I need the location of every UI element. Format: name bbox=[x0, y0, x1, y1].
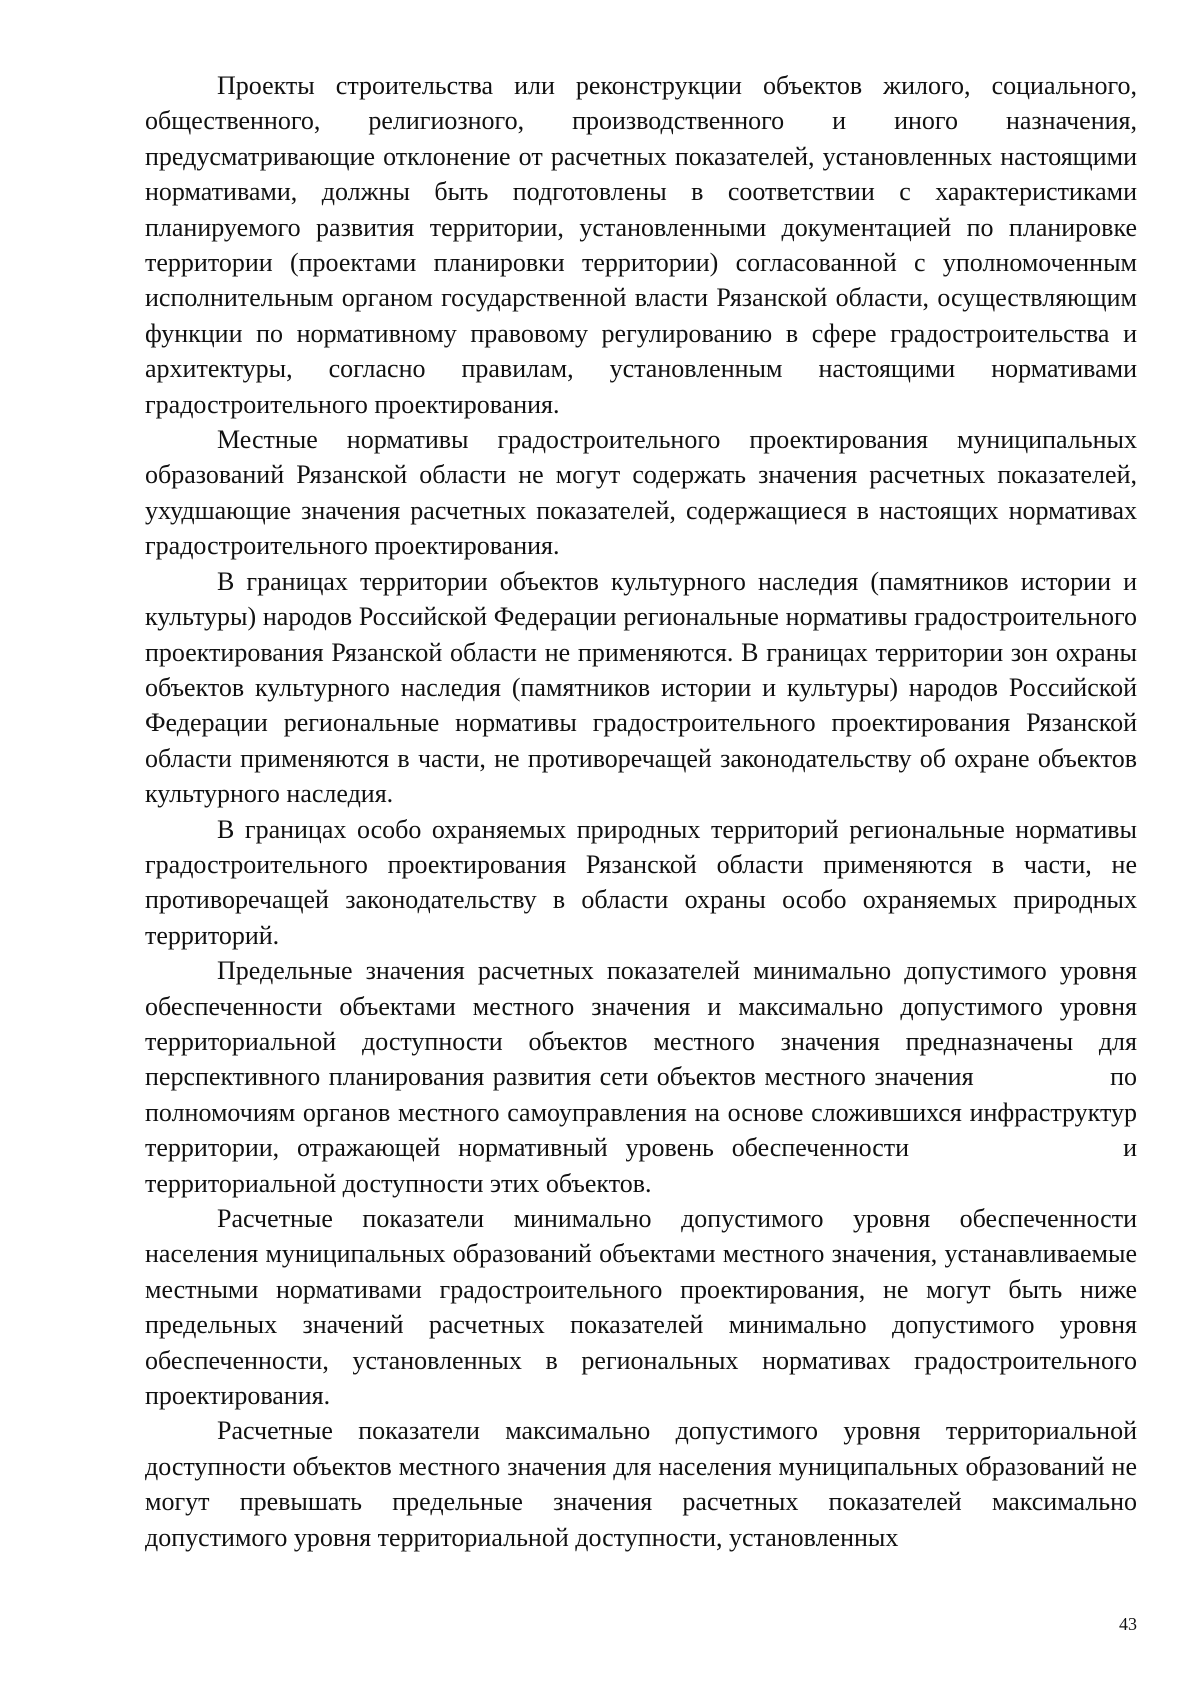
paragraph-provision-level: Расчетные показатели минимально допустимого уровня обеспеченности населения муниципальных образований объектами местного значения, устанавливаемые местными нормативами градостроительного проектирования, не могут быть ниже предельных значений расчетных показателей минимально допустимого уровня обеспеченности, установленных в региональных нормативах градостроительного проектирования. bbox=[145, 1204, 1137, 1411]
page-number: 43 bbox=[1119, 1614, 1137, 1634]
paragraph-limit-values: Предельные значения расчетных показателей минимально допустимого уровня обеспеченности объектами местного значения и максимально допустимого уровня территориальной доступности объектов местного значения предназначены для перспективного планирования развития сети объектов местного значения по полномочиям органов местного самоуправления на основе сложившихся инфраструктур территории, отражающей нормативный уровень обеспеченности и территориальной доступности этих объектов. bbox=[145, 956, 1144, 1198]
paragraph-accessibility-level: Расчетные показатели максимально допустимого уровня территориальной доступности объектов местного значения для населения муниципальных образований не могут превышать предельные значения расчетных показателей максимально допустимого уровня территориальной доступности, установленных bbox=[145, 1416, 1137, 1552]
paragraph-protected-territories: В границах особо охраняемых природных территорий региональные нормативы градостроительного проектирования Рязанской области применяются в части, не противоречащей законодательству в области охраны особо охраняемых природных территорий. bbox=[145, 814, 1137, 950]
document-body bbox=[145, 68, 1144, 1555]
paragraph-project-deviation: Проекты строительства или реконструкции объектов жилого, социального, общественного, религиозного, производственного и иного назначения, предусматривающие отклонение от расчетных показателей, установленных настоящими нормативами, должны быть подготовлены в соответствии с характеристиками планируемого развития территории, установленными документацией по планировке территории (проектами планировки территории) согласованной с уполномоченным исполнительным органом государственной власти Рязанской области, осуществляющим функции по нормативному правовому регулированию в сфере градостроительства и архитектуры, согласно правилам, установленным настоящими нормативами градостроительного проектирования. bbox=[145, 71, 1137, 419]
paragraph-cultural-heritage: В границах территории объектов культурного наследия (памятников истории и культуры) народов Российской Федерации региональные нормативы градостроительного проектирования Рязанской области не применяются. В границах территории зон охраны объектов культурного наследия (памятников истории и культуры) народов Российской Федерации региональные нормативы градостроительного проектирования Рязанской области применяются в части, не противоречащей законодательству об охране объектов культурного наследия. bbox=[145, 566, 1137, 809]
paragraph-local-norms: Местные нормативы градостроительного проектирования муниципальных образований Рязанской области не могут содержать значения расчетных показателей, ухудшающие значения расчетных показателей, содержащиеся в настоящих нормативах градостроительного проектирования. bbox=[145, 425, 1137, 561]
